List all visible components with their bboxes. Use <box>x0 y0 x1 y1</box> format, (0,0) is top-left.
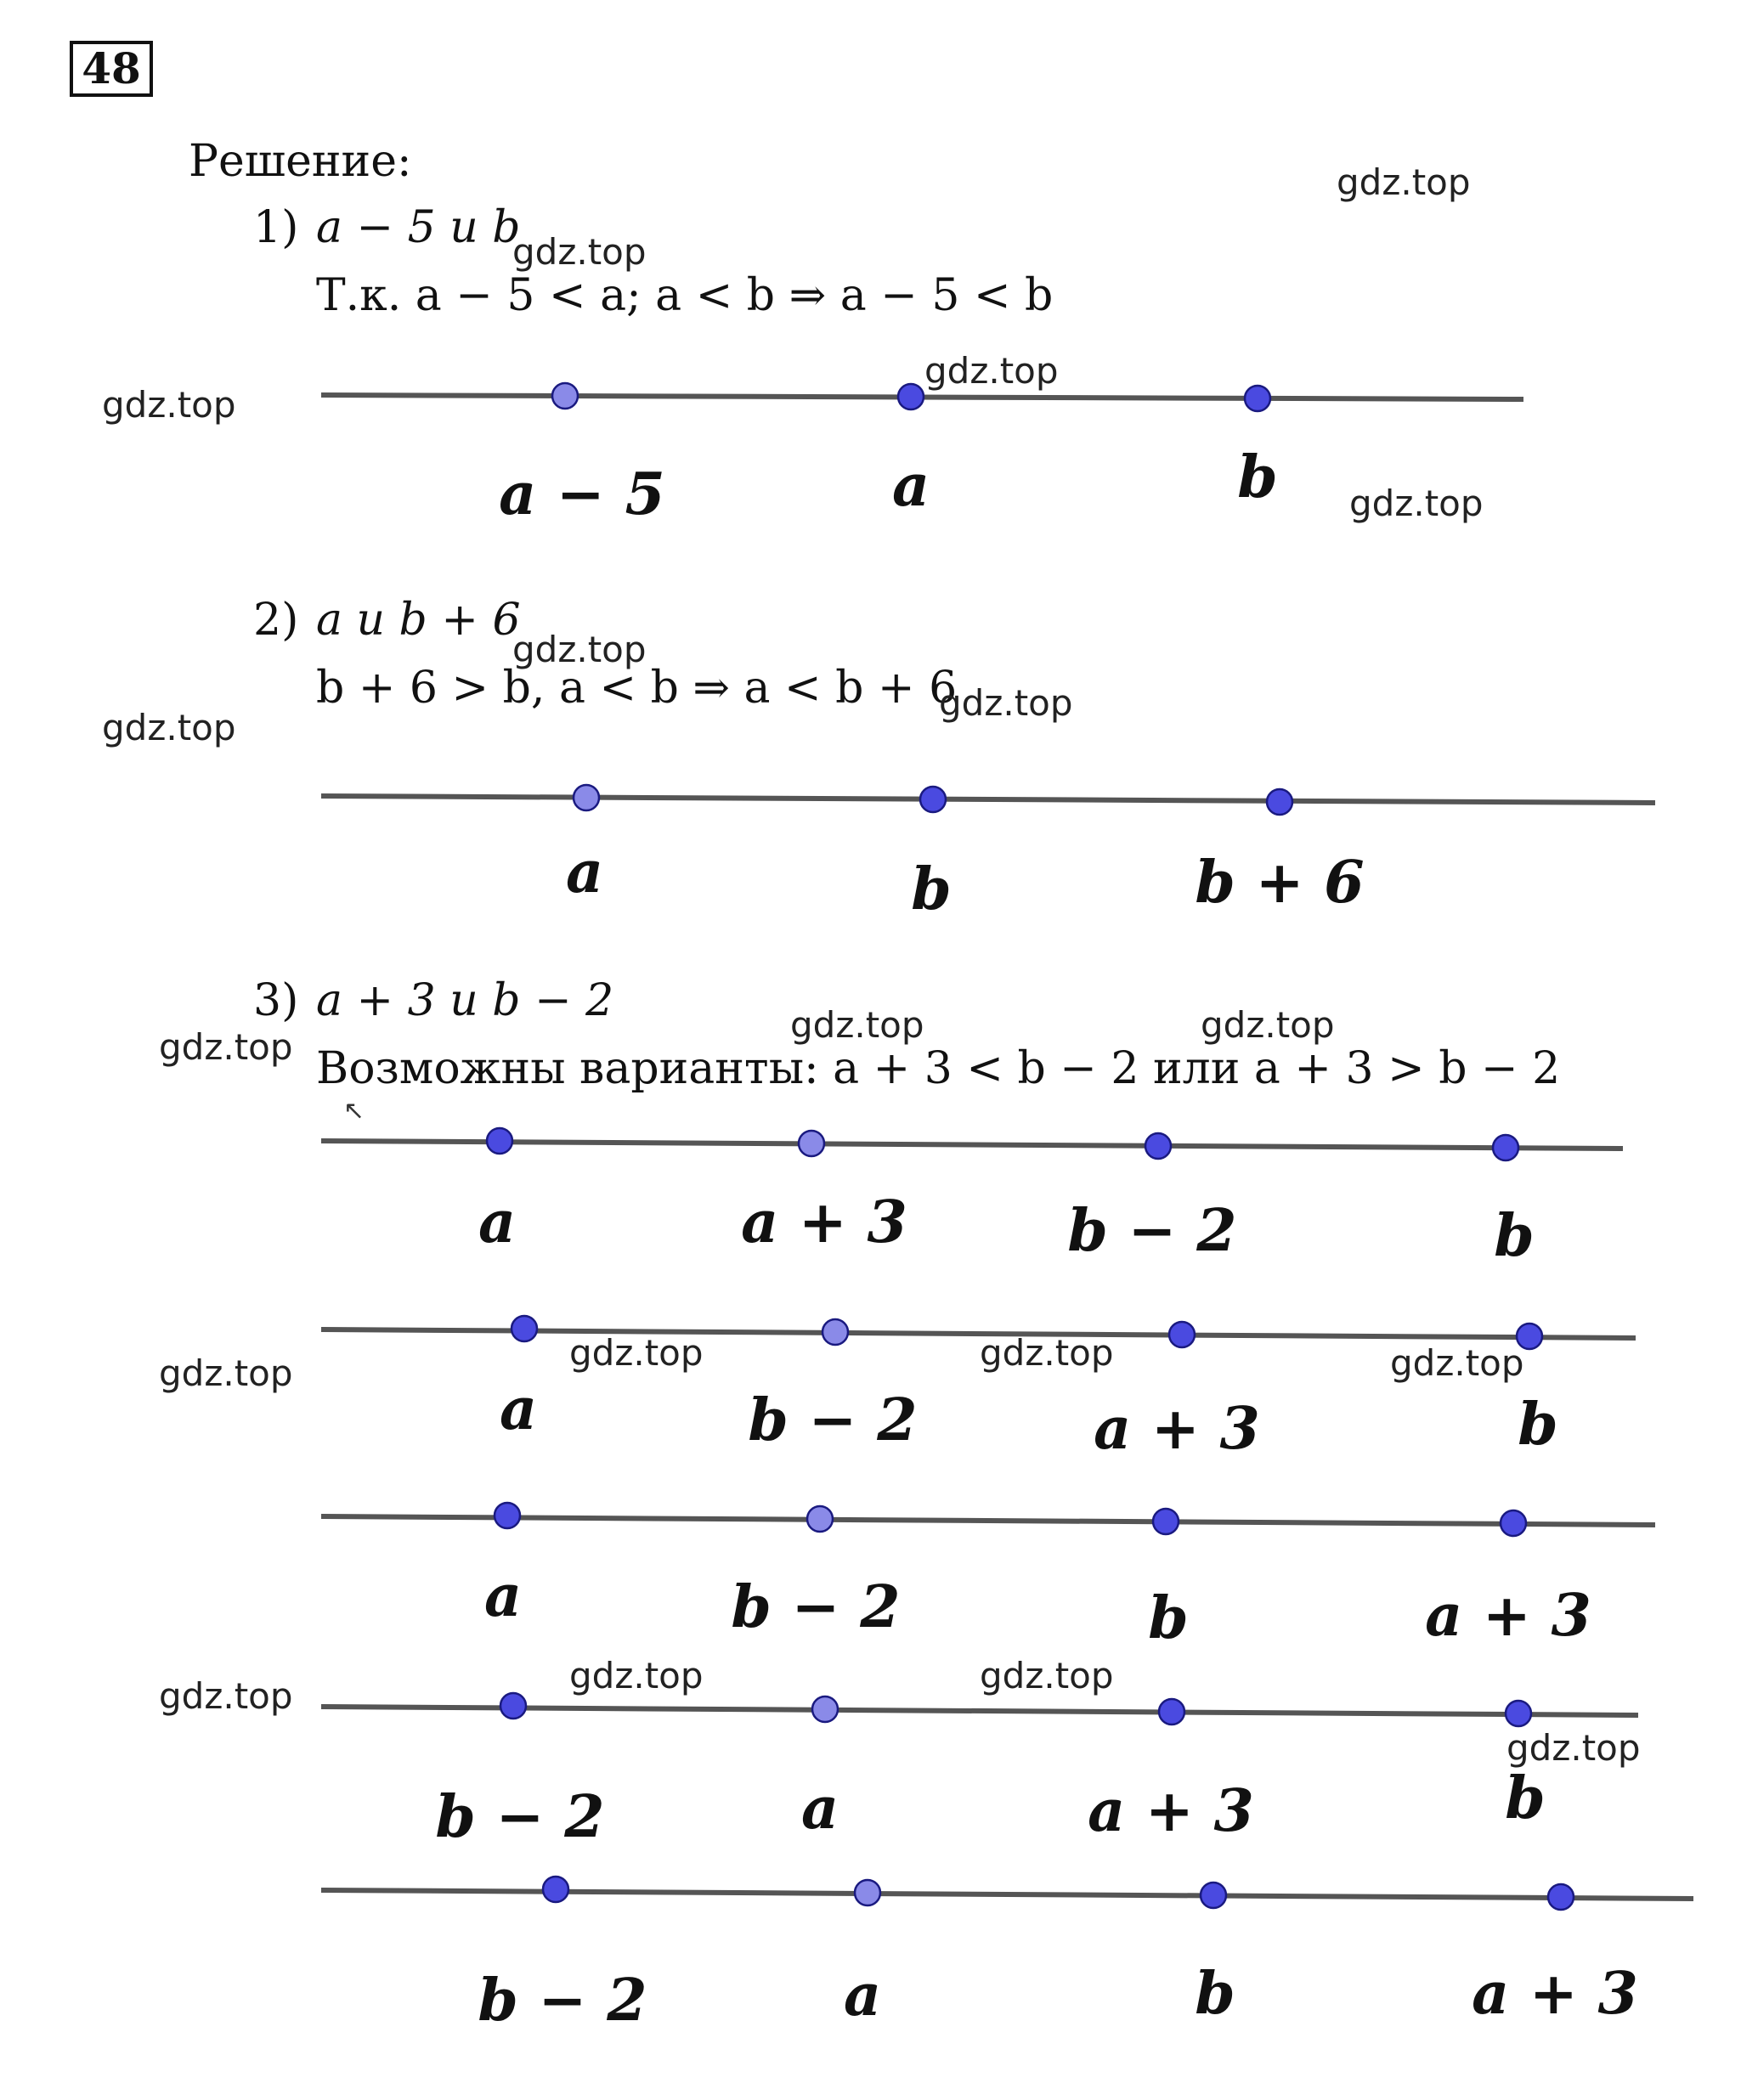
number-line-3e <box>321 1877 1693 2035</box>
axis-line <box>321 796 1655 803</box>
label-b-minus-2: b − 2 <box>731 1573 901 1641</box>
label-a: a <box>565 838 604 906</box>
part-2-reasoning: b + 6 > b, a < b ⇒ a < b + 6 <box>316 663 958 714</box>
label-a: a <box>891 452 930 520</box>
point-b-minus-2 <box>807 1506 833 1532</box>
watermark: gdz.top <box>1349 483 1484 524</box>
label-a: a <box>478 1188 517 1256</box>
watermark: gdz.top <box>159 1026 293 1068</box>
problem-number: 48 <box>70 41 153 97</box>
number-line-2 <box>321 785 1655 923</box>
point-b <box>920 787 946 812</box>
part-2-compare: a и b + 6 <box>316 595 521 646</box>
watermark: gdz.top <box>512 629 647 670</box>
point-b <box>1493 1135 1518 1160</box>
watermark: gdz.top <box>924 350 1059 392</box>
number-line-3a <box>321 1128 1623 1270</box>
watermark: gdz.top <box>102 707 236 748</box>
point-a <box>495 1503 520 1528</box>
point-b-plus-6 <box>1267 789 1292 815</box>
part-3-index: 3) <box>253 975 299 1026</box>
number-line-3c <box>321 1503 1655 1652</box>
solution-heading: Решение: <box>189 136 412 187</box>
cursor-icon: ↖ <box>343 1096 365 1126</box>
label-b: b <box>1494 1202 1535 1270</box>
number-line-1 <box>321 383 1523 528</box>
label-a: a <box>800 1775 839 1843</box>
point-b-minus-2 <box>822 1319 848 1345</box>
label-a: a <box>843 1962 882 2029</box>
label-a-plus-3: a + 3 <box>1094 1395 1260 1463</box>
point-a-plus-3 <box>1169 1322 1195 1347</box>
watermark: gdz.top <box>1201 1004 1335 1046</box>
watermark: gdz.top <box>569 1655 704 1696</box>
part-1-index: 1) <box>253 202 299 253</box>
point-b-minus-2 <box>500 1693 526 1719</box>
label-a: a <box>499 1375 538 1443</box>
point-a <box>574 785 599 810</box>
point-b-minus-2 <box>1145 1133 1171 1159</box>
number-line-3b <box>321 1316 1636 1463</box>
label-b: b <box>911 855 952 923</box>
label-a-plus-3: a + 3 <box>741 1188 907 1256</box>
axis-line <box>321 1890 1693 1899</box>
point-b-minus-2 <box>543 1877 568 1902</box>
number-line-3d <box>321 1693 1638 1851</box>
label-b: b <box>1195 1960 1235 2028</box>
axis-line <box>321 1141 1623 1149</box>
point-a-minus-5 <box>552 383 578 409</box>
point-a <box>898 384 924 409</box>
watermark: gdz.top <box>102 384 236 426</box>
part-3-reasoning: Возможны варианты: a + 3 < b − 2 или a + 3 > b − 2 <box>316 1043 1561 1094</box>
label-b-minus-2: b − 2 <box>435 1783 605 1851</box>
label-a: a <box>483 1562 523 1630</box>
label-b-minus-2: b − 2 <box>478 1967 647 2035</box>
watermark: gdz.top <box>939 682 1073 724</box>
watermark: gdz.top <box>569 1332 704 1374</box>
label-a-plus-3: a + 3 <box>1088 1777 1254 1845</box>
watermark: gdz.top <box>1337 161 1471 203</box>
watermark: gdz.top <box>512 231 647 273</box>
label-a-plus-3: a + 3 <box>1425 1582 1591 1650</box>
label-a-plus-3: a + 3 <box>1472 1960 1638 2028</box>
part-3-compare: a + 3 и b − 2 <box>316 975 614 1026</box>
label-b: b <box>1505 1764 1546 1832</box>
label-b-minus-2: b − 2 <box>1067 1197 1237 1265</box>
watermark: gdz.top <box>159 1675 293 1717</box>
point-a-plus-3 <box>1501 1510 1526 1536</box>
watermark: gdz.top <box>1390 1342 1524 1384</box>
point-b <box>1506 1701 1531 1726</box>
part-1-reasoning: Т.к. a − 5 < a; a < b ⇒ a − 5 < b <box>316 270 1054 321</box>
point-a <box>512 1316 537 1341</box>
point-b <box>1153 1509 1179 1534</box>
watermark: gdz.top <box>790 1004 924 1046</box>
point-a-plus-3 <box>799 1131 824 1156</box>
watermark: gdz.top <box>1506 1727 1641 1769</box>
point-a-plus-3 <box>1159 1699 1184 1725</box>
label-b: b <box>1148 1584 1189 1652</box>
point-a <box>855 1880 880 1905</box>
watermark: gdz.top <box>159 1352 293 1394</box>
label-a-minus-5: a − 5 <box>499 460 665 528</box>
label-b-minus-2: b − 2 <box>748 1386 918 1454</box>
label-b: b <box>1237 443 1278 511</box>
point-a <box>487 1128 512 1154</box>
watermark: gdz.top <box>980 1655 1114 1696</box>
label-b-plus-6: b + 6 <box>1195 849 1365 917</box>
part-1-compare: a − 5 и b <box>316 202 521 253</box>
point-b <box>1245 386 1270 411</box>
point-a <box>812 1696 838 1722</box>
axis-line <box>321 1516 1655 1525</box>
point-a-plus-3 <box>1548 1884 1574 1910</box>
label-b: b <box>1518 1391 1558 1459</box>
point-b <box>1201 1883 1226 1908</box>
part-2-index: 2) <box>253 595 299 646</box>
watermark: gdz.top <box>980 1332 1114 1374</box>
